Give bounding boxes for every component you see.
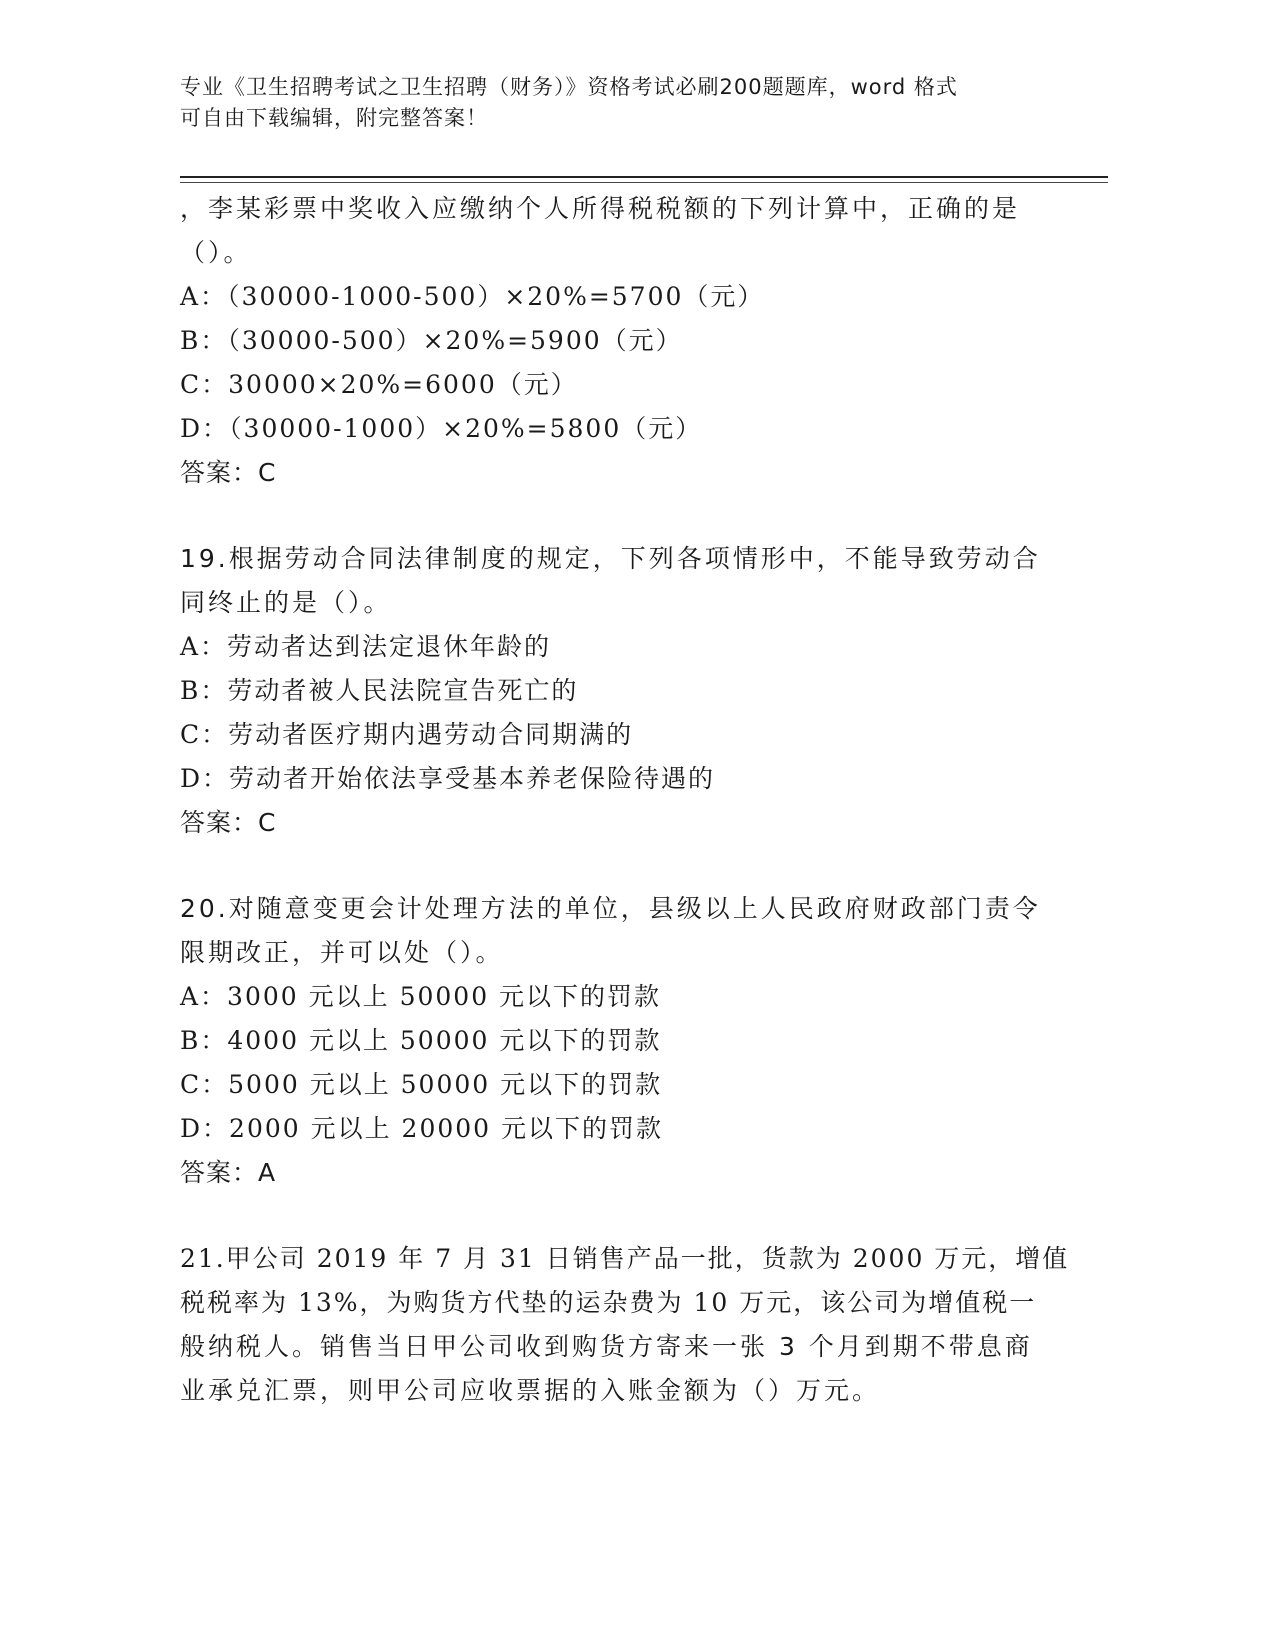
- spacer: [180, 1195, 1080, 1237]
- header-line-2: 可自由下载编辑，附完整答案！: [180, 106, 488, 130]
- answer-line: 答案：C: [180, 808, 277, 837]
- option-c: C：劳动者医疗期内遇劳动合同期满的: [180, 720, 634, 749]
- option-b: B：劳动者被人民法院宣告死亡的: [180, 676, 579, 705]
- question-list: [180, 187, 1080, 1413]
- spacer: [180, 845, 1080, 887]
- question-stem: 业承兑汇票，则甲公司应收票据的入账金额为（）万元。: [180, 1376, 881, 1405]
- option-c: C：5000 元以上 50000 元以下的罚款: [180, 1070, 663, 1099]
- question-stem: 同终止的是（）。: [180, 588, 392, 617]
- question-stem: 税税率为 13%，为购货方代垫的运杂费为 10 万元，该公司为增值税一: [180, 1288, 1037, 1317]
- option-c: C：30000×20%=6000（元）: [180, 370, 578, 399]
- option-b: B：4000 元以上 50000 元以下的罚款: [180, 1026, 662, 1055]
- question-20: [180, 887, 1080, 1195]
- option-b: B：（30000-500）×20%=5900（元）: [180, 326, 683, 355]
- option-a: A：3000 元以上 50000 元以下的罚款: [180, 982, 662, 1011]
- question-stem: （）。: [180, 238, 252, 267]
- answer-line: 答案：C: [180, 458, 277, 487]
- question-stem: 19.根据劳动合同法律制度的规定，下列各项情形中，不能导致劳动合: [180, 544, 1041, 573]
- option-d: D：（30000-1000）×20%=5800（元）: [180, 414, 703, 443]
- question-18: [180, 187, 1080, 495]
- spacer: [180, 495, 1080, 537]
- question-19: [180, 537, 1080, 845]
- option-d: D：2000 元以上 20000 元以下的罚款: [180, 1114, 664, 1143]
- option-a: A：（30000-1000-500）×20%=5700（元）: [180, 282, 765, 311]
- header-divider-thin: [180, 182, 1108, 183]
- question-stem: 限期改正，并可以处（）。: [180, 938, 504, 967]
- option-a: A：劳动者达到法定退休年龄的: [180, 632, 552, 661]
- question-stem: ，李某彩票中奖收入应缴纳个人所得税税额的下列计算中，正确的是: [180, 194, 1021, 223]
- question-21: [180, 1237, 1080, 1413]
- header-divider-thick: [180, 176, 1108, 178]
- question-stem: 21.甲公司 2019 年 7 月 31 日销售产品一批，货款为 2000 万元，增值: [180, 1244, 1070, 1273]
- answer-line: 答案：A: [180, 1158, 277, 1187]
- question-stem: 20.对随意变更会计处理方法的单位，县级以上人民政府财政部门责令: [180, 894, 1041, 923]
- document-header: [180, 72, 1050, 134]
- option-d: D：劳动者开始依法享受基本养老保险待遇的: [180, 764, 716, 793]
- question-stem: 般纳税人。销售当日甲公司收到购货方寄来一张 3 个月到期不带息商: [180, 1332, 1033, 1361]
- header-line-1: 专业《卫生招聘考试之卫生招聘（财务）》资格考试必刷200题题库，word 格式: [180, 75, 958, 99]
